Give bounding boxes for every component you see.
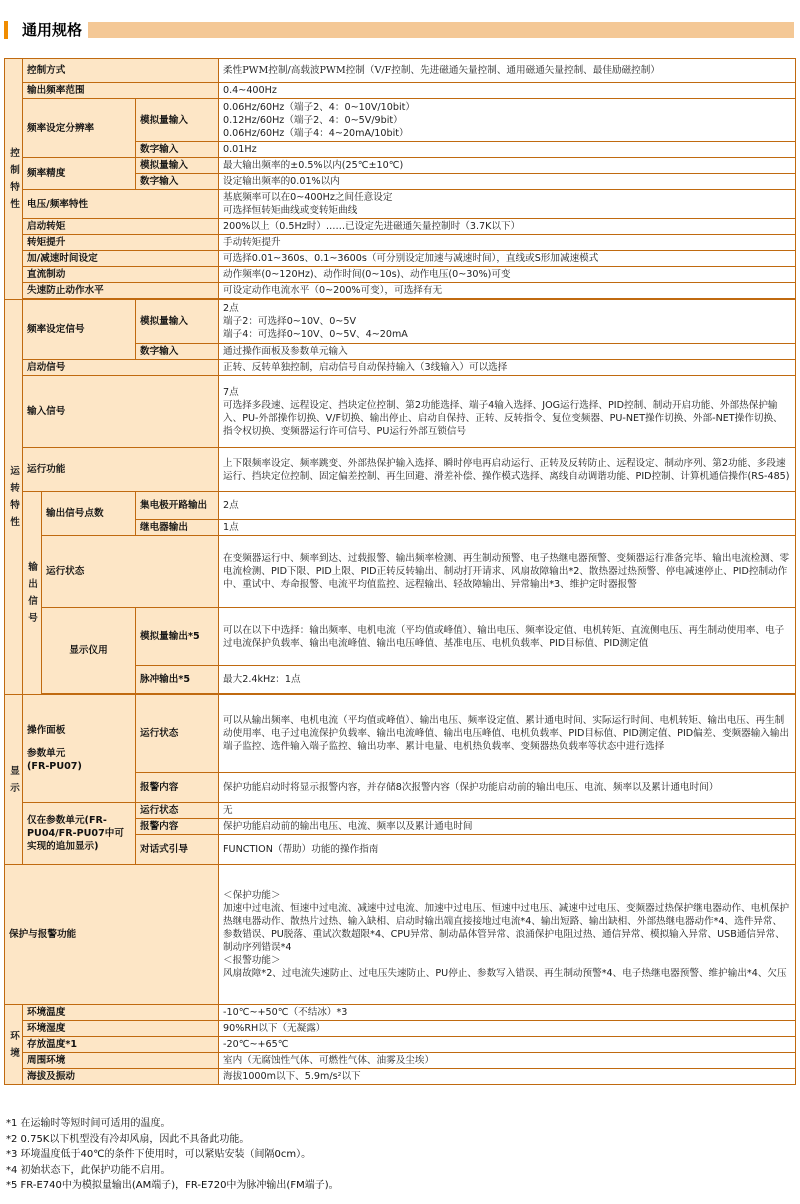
label-status: 运行状态	[42, 536, 219, 608]
label-guide: 对话式引导	[136, 835, 219, 865]
row-protection	[5, 865, 796, 1005]
value-dcbrake: 动作频率(0~120Hz)、动作时间(0~10s)、动作电压(0~30%)可变	[219, 267, 796, 283]
label-oc: 集电极开路输出	[136, 492, 219, 520]
label-env-humidity: 环境湿度	[23, 1021, 219, 1037]
label-display-panel: 操作面板 参数单元 (FR-PU07)	[23, 695, 136, 803]
value-torque: 200%以上（0.5Hz时）……已设定先进磁通矢量控制时（3.7K以下）	[219, 219, 796, 235]
footnote: *1 在运输时等短时间可适用的温度。	[6, 1118, 171, 1129]
value-oc: 2点	[219, 492, 796, 520]
footnote: *2 0.75K以下机型没有冷却风扇，因此不具备此功能。	[6, 1133, 250, 1145]
row-meter-analog	[5, 608, 796, 666]
label-env-atmosphere: 周围环境	[23, 1053, 219, 1069]
value-meter-analog: 可以在以下中选择：输出频率、电机电流（平均值或峰值）、输出电压、频率设定值、电机转矩、直流侧电压、再生制动使用率、电子过电流保护负载率、输出电流峰值、输出电压峰值、基准电压、电机负载率、PID目标值、PID测定值	[219, 608, 796, 666]
value-display-alarm: 保护功能启动时将显示报警内容，并存储8次报警内容（保护功能启动前的输出电压、电流、频率以及累计通电时间）	[219, 773, 796, 803]
row-out-oc	[5, 492, 796, 520]
group-display: 显示	[5, 695, 23, 865]
row-resolution-analog	[5, 99, 796, 142]
value-extra-status: 无	[219, 803, 796, 819]
row-env-atmosphere	[5, 1053, 796, 1069]
value-function: 上下限频率设定、频率跳变、外部热保护输入选择、瞬时停电再启动运行、正转及反转防止、远程设定、制动序列、第2功能、多段速运行、挡块定位控制、固定偏差控制、再生回避、滑差补偿、操作模式选择、离线自动调谐功能、PID控制、计算机通信操作(RS-485)	[219, 448, 796, 492]
row-stall	[5, 283, 796, 299]
row-env-humidity	[5, 1021, 796, 1037]
row-function	[5, 448, 796, 492]
label-resolution: 频率设定分辨率	[23, 99, 136, 158]
value-stall: 可设定动作电流水平（0~200%可变），可选择有无	[219, 283, 796, 299]
label-meter-pulse: 脉冲输出*5	[136, 666, 219, 694]
footnote: *3 环境温度低于40℃的条件下使用时，可以紧贴安装（间隔0cm）。	[6, 1149, 312, 1160]
label-display-status: 运行状态	[136, 695, 219, 773]
footnote: *4 初始状态下，此保护功能不启用。	[6, 1164, 171, 1176]
value-output-range: 0.4~400Hz	[219, 83, 796, 99]
row-input	[5, 376, 796, 448]
row-accel	[5, 251, 796, 267]
label-resolution-analog: 模拟量输入	[136, 99, 219, 142]
label-input: 输入信号	[23, 376, 219, 448]
value-env-altitude: 海拔1000m以下、5.9m/s²以下	[219, 1069, 796, 1085]
label-accuracy-digital: 数字输入	[136, 174, 219, 190]
value-vf: 基底频率可以在0~400Hz之间任意设定 可选择恒转矩曲线或变转矩曲线	[219, 190, 796, 219]
label-stall: 失速防止动作水平	[23, 283, 219, 299]
value-resolution-digital: 0.01Hz	[219, 142, 796, 158]
row-output-range	[5, 83, 796, 99]
row-start	[5, 360, 796, 376]
value-env-humidity: 90%RH以下（无凝露）	[219, 1021, 796, 1037]
row-accuracy-analog	[5, 158, 796, 174]
row-dcbrake	[5, 267, 796, 283]
value-input: 7点 可选择多段速、远程设定、挡块定位控制、第2功能选择、端子4输入选择、JOG运行选择、PID控制、制动开启功能、外部热保护输入、PU-外部操作切换、V/F切换、输出停止、启动自保持、正转、反转指令、复位变频器、PU-NET操作切换、外部-NET操作切换、指令权切换、变频器运行许可信号、PU运行外部互锁信号	[219, 376, 796, 448]
value-status: 在变频器运行中、频率到达、过载报警、输出频率检测、再生制动预警、电子热继电器预警、变频器运行准备完毕、输出电流检测、零电流检测、PID下限、PID上限、PID正转反转输出、制动打开请求、风扇故障输出*2、散热器过热预警、停电减速停止、PID控制动作中、重试中、寿命报警、电流平均值监控、远程输出、轻故障输出、异常输出*3、维护定时器报警	[219, 536, 796, 608]
row-boost	[5, 235, 796, 251]
label-function: 运行功能	[23, 448, 219, 492]
page-title: 通用规格	[8, 21, 88, 39]
label-meter-analog: 模拟量输出*5	[136, 608, 219, 666]
label-resolution-digital: 数字输入	[136, 142, 219, 158]
value-accuracy-digital: 设定输出频率的0.01%以内	[219, 174, 796, 190]
value-freq-signal-digital: 通过操作面板及参数单元输入	[219, 344, 796, 360]
label-start: 启动信号	[23, 360, 219, 376]
footnotes	[6, 1116, 796, 1194]
value-env-temp: -10℃~+50℃（不结冰）*3	[219, 1005, 796, 1021]
label-output-range: 输出频率范围	[23, 83, 219, 99]
value-start: 正转、反转单独控制，启动信号自动保持输入（3线输入）可以选择	[219, 360, 796, 376]
value-accel: 可选择0.01~360s、0.1~3600s（可分别设定加速与减速时间），直线或S形加减速模式	[219, 251, 796, 267]
label-dcbrake: 直流制动	[23, 267, 219, 283]
label-control-method: 控制方式	[23, 59, 219, 83]
row-env-temp	[5, 1005, 796, 1021]
row-env-altitude	[5, 1069, 796, 1085]
label-relay: 继电器输出	[136, 520, 219, 536]
label-out-points: 输出信号点数	[42, 492, 136, 536]
spec-table	[4, 58, 796, 1085]
label-accuracy-analog: 模拟量输入	[136, 158, 219, 174]
label-boost: 转矩提升	[23, 235, 219, 251]
footnote: *5 FR-E740中为模拟量输出(AM端子)，FR-E720中为脉冲输出(FM端子)。	[6, 1180, 339, 1191]
value-guide: FUNCTION（帮助）功能的操作指南	[219, 835, 796, 865]
value-freq-signal-analog: 2点 端子2：可选择0~10V、0~5V 端子4：可选择0~10V、0~5V、4~20mA	[219, 300, 796, 344]
row-status	[5, 536, 796, 608]
label-torque: 启动转矩	[23, 219, 219, 235]
label-extra-alarm: 报警内容	[136, 819, 219, 835]
group-output-signal: 输出信号	[23, 492, 42, 695]
value-env-storage: -20℃~+65℃	[219, 1037, 796, 1053]
label-vf: 电压/频率特性	[23, 190, 219, 219]
value-extra-alarm: 保护功能启动前的输出电压、电流、频率以及累计通电时间	[219, 819, 796, 835]
row-control-method	[5, 59, 796, 83]
label-extra-status: 运行状态	[136, 803, 219, 819]
row-torque	[5, 219, 796, 235]
row-extra-status	[5, 803, 796, 819]
label-display-extra: 仅在参数单元(FR-PU04/FR-PU07中可实现的追加显示)	[23, 803, 136, 865]
value-relay: 1点	[219, 520, 796, 536]
group-environment: 环境	[5, 1005, 23, 1085]
group-control: 控制特性	[5, 59, 23, 300]
value-control-method: 柔性PWM控制/高载波PWM控制（V/F控制、先进磁通矢量控制、通用磁通矢量控制、最佳励磁控制）	[219, 59, 796, 83]
label-env-storage: 存放温度*1	[23, 1037, 219, 1053]
page-header	[0, 0, 800, 38]
label-accel: 加/减速时间设定	[23, 251, 219, 267]
header-bar	[4, 22, 794, 38]
label-env-altitude: 海拔及振动	[23, 1069, 219, 1085]
label-freq-signal-analog: 模拟量输入	[136, 300, 219, 344]
value-display-status: 可以从输出频率、电机电流（平均值或峰值）、输出电压、频率设定值、累计通电时间、实际运行时间、电机转矩、输出电压、再生制动使用率、电子过电流保护负载率、输出电流峰值、输出电压峰值、电机负载率、PID目标值、PID测定值、PID偏差、变频器输入输出端子监控、选件输入端子监控、输出功率、累计电量、电机热负载率、变频器热负载率等状态中进行选择	[219, 695, 796, 773]
value-env-atmosphere: 室内（无腐蚀性气体、可燃性气体、油雾及尘埃）	[219, 1053, 796, 1069]
row-env-storage	[5, 1037, 796, 1053]
label-protection: 保护与报警功能	[5, 865, 219, 1005]
label-env-temp: 环境温度	[23, 1005, 219, 1021]
row-freq-signal-analog	[5, 300, 796, 344]
group-operation: 运转特性	[5, 300, 23, 695]
value-boost: 手动转矩提升	[219, 235, 796, 251]
value-meter-pulse: 最大2.4kHz：1点	[219, 666, 796, 694]
label-display-alarm: 报警内容	[136, 773, 219, 803]
label-meter: 显示仪用	[42, 608, 136, 694]
row-display-status	[5, 695, 796, 773]
label-freq-signal: 频率设定信号	[23, 300, 136, 360]
value-protection: ＜保护功能＞ 加速中过电流、恒速中过电流、减速中过电流、加速中过电压、恒速中过电压、减速中过电压、变频器过热保护继电器动作、电机保护热继电器动作、散热片过热、输入缺相、启动时输出端直接接地过电流*4、输出短路、输出缺相、外部热继电器动作*4、选件异常、参数错误、PU脱落、重试次数超限*4、CPU异常、制动晶体管异常、浪涌保护电阻过热、通信异常、模拟输入异常、USB通信异常、制动序列错误*4 ＜报警功能＞ 风扇故障*2、过电流失速防止、过电压失速防止、PU停止、参数写入错误、再生制动预警*4、电子热继电器预警、维护输出*4、欠压	[219, 865, 796, 1005]
row-vf	[5, 190, 796, 219]
value-accuracy-analog: 最大输出频率的±0.5%以内(25℃±10℃)	[219, 158, 796, 174]
label-accuracy: 频率精度	[23, 158, 136, 190]
label-freq-signal-digital: 数字输入	[136, 344, 219, 360]
value-resolution-analog: 0.06Hz/60Hz（端子2、4：0~10V/10bit） 0.12Hz/60Hz（端子2、4：0~5V/9bit） 0.06Hz/60Hz（端子4：4~20mA/10bit）	[219, 99, 796, 142]
